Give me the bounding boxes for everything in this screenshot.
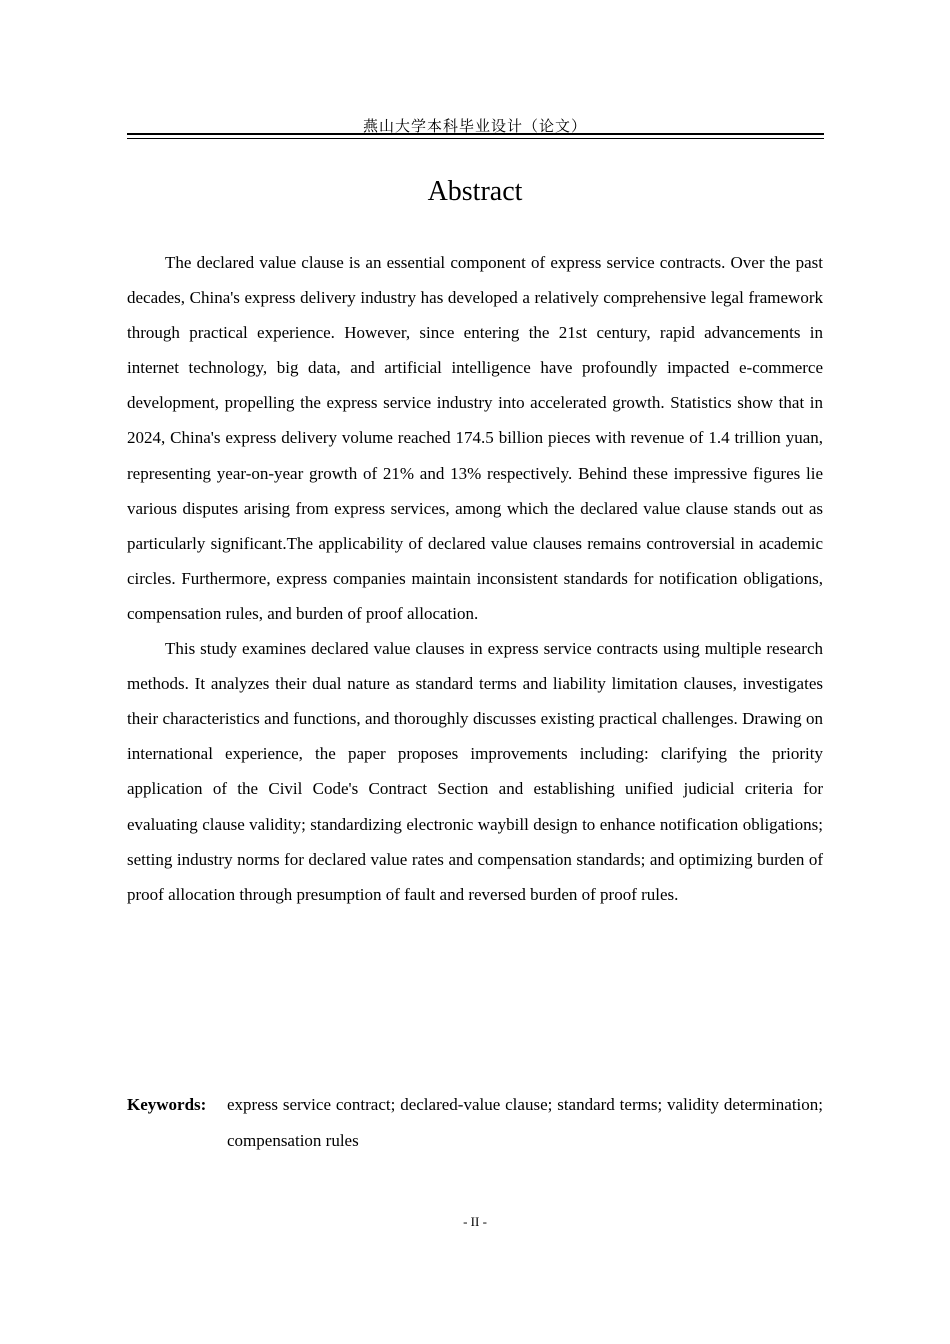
keywords-block xyxy=(127,1087,823,1159)
abstract-paragraph-2: This study examines declared value clauses in express service contracts using multiple research methods. It analyzes their dual nature as standard terms and liability limitation clauses, investigates their characteristics and functions, and thoroughly discusses existing practical challenges. Drawing on international experience, the paper proposes improvements including: clarifying the priority application of the Civil Code's Contract Section and establishing unified judicial criteria for evaluating clause validity; standardizing electronic waybill design to enhance notification obligations; setting industry norms for declared value rates and compensation standards; and optimizing burden of proof allocation through presumption of fault and reversed burden of proof rules. xyxy=(127,639,823,904)
keywords-label: Keywords: xyxy=(127,1095,207,1114)
page-number: - II - xyxy=(463,1214,487,1229)
keywords-text: express service contract; declared-value clause; standard terms; validity determination; compensation rules xyxy=(227,1095,823,1150)
header-rule-thick xyxy=(127,133,824,135)
header-rule-thin xyxy=(127,138,824,139)
page-title: Abstract xyxy=(427,176,523,207)
running-header: 燕山大学本科毕业设计（论文） xyxy=(362,119,587,135)
abstract-body xyxy=(127,245,823,912)
abstract-paragraph-1: The declared value clause is an essential component of express service contracts. Over the past decades, China's express delivery industry has developed a relatively comprehensive legal framework through practical experience. However, since entering the 21st century, rapid advancements in internet technology, big data, and artificial intelligence have profoundly impacted e-commerce development, propelling the express service industry into accelerated growth. Statistics show that in 2024, China's express delivery volume reached 174.5 billion pieces with revenue of 1.4 trillion yuan, representing year-on-year growth of 21% and 13% respectively. Behind these impressive figures lie various disputes arising from express services, among which the declared value clause stands out as particularly significant.The applicability of declared value clauses remains controversial in academic circles. Furthermore, express companies maintain inconsistent standards for notification obligations, compensation rules, and burden of proof allocation. xyxy=(127,253,823,623)
